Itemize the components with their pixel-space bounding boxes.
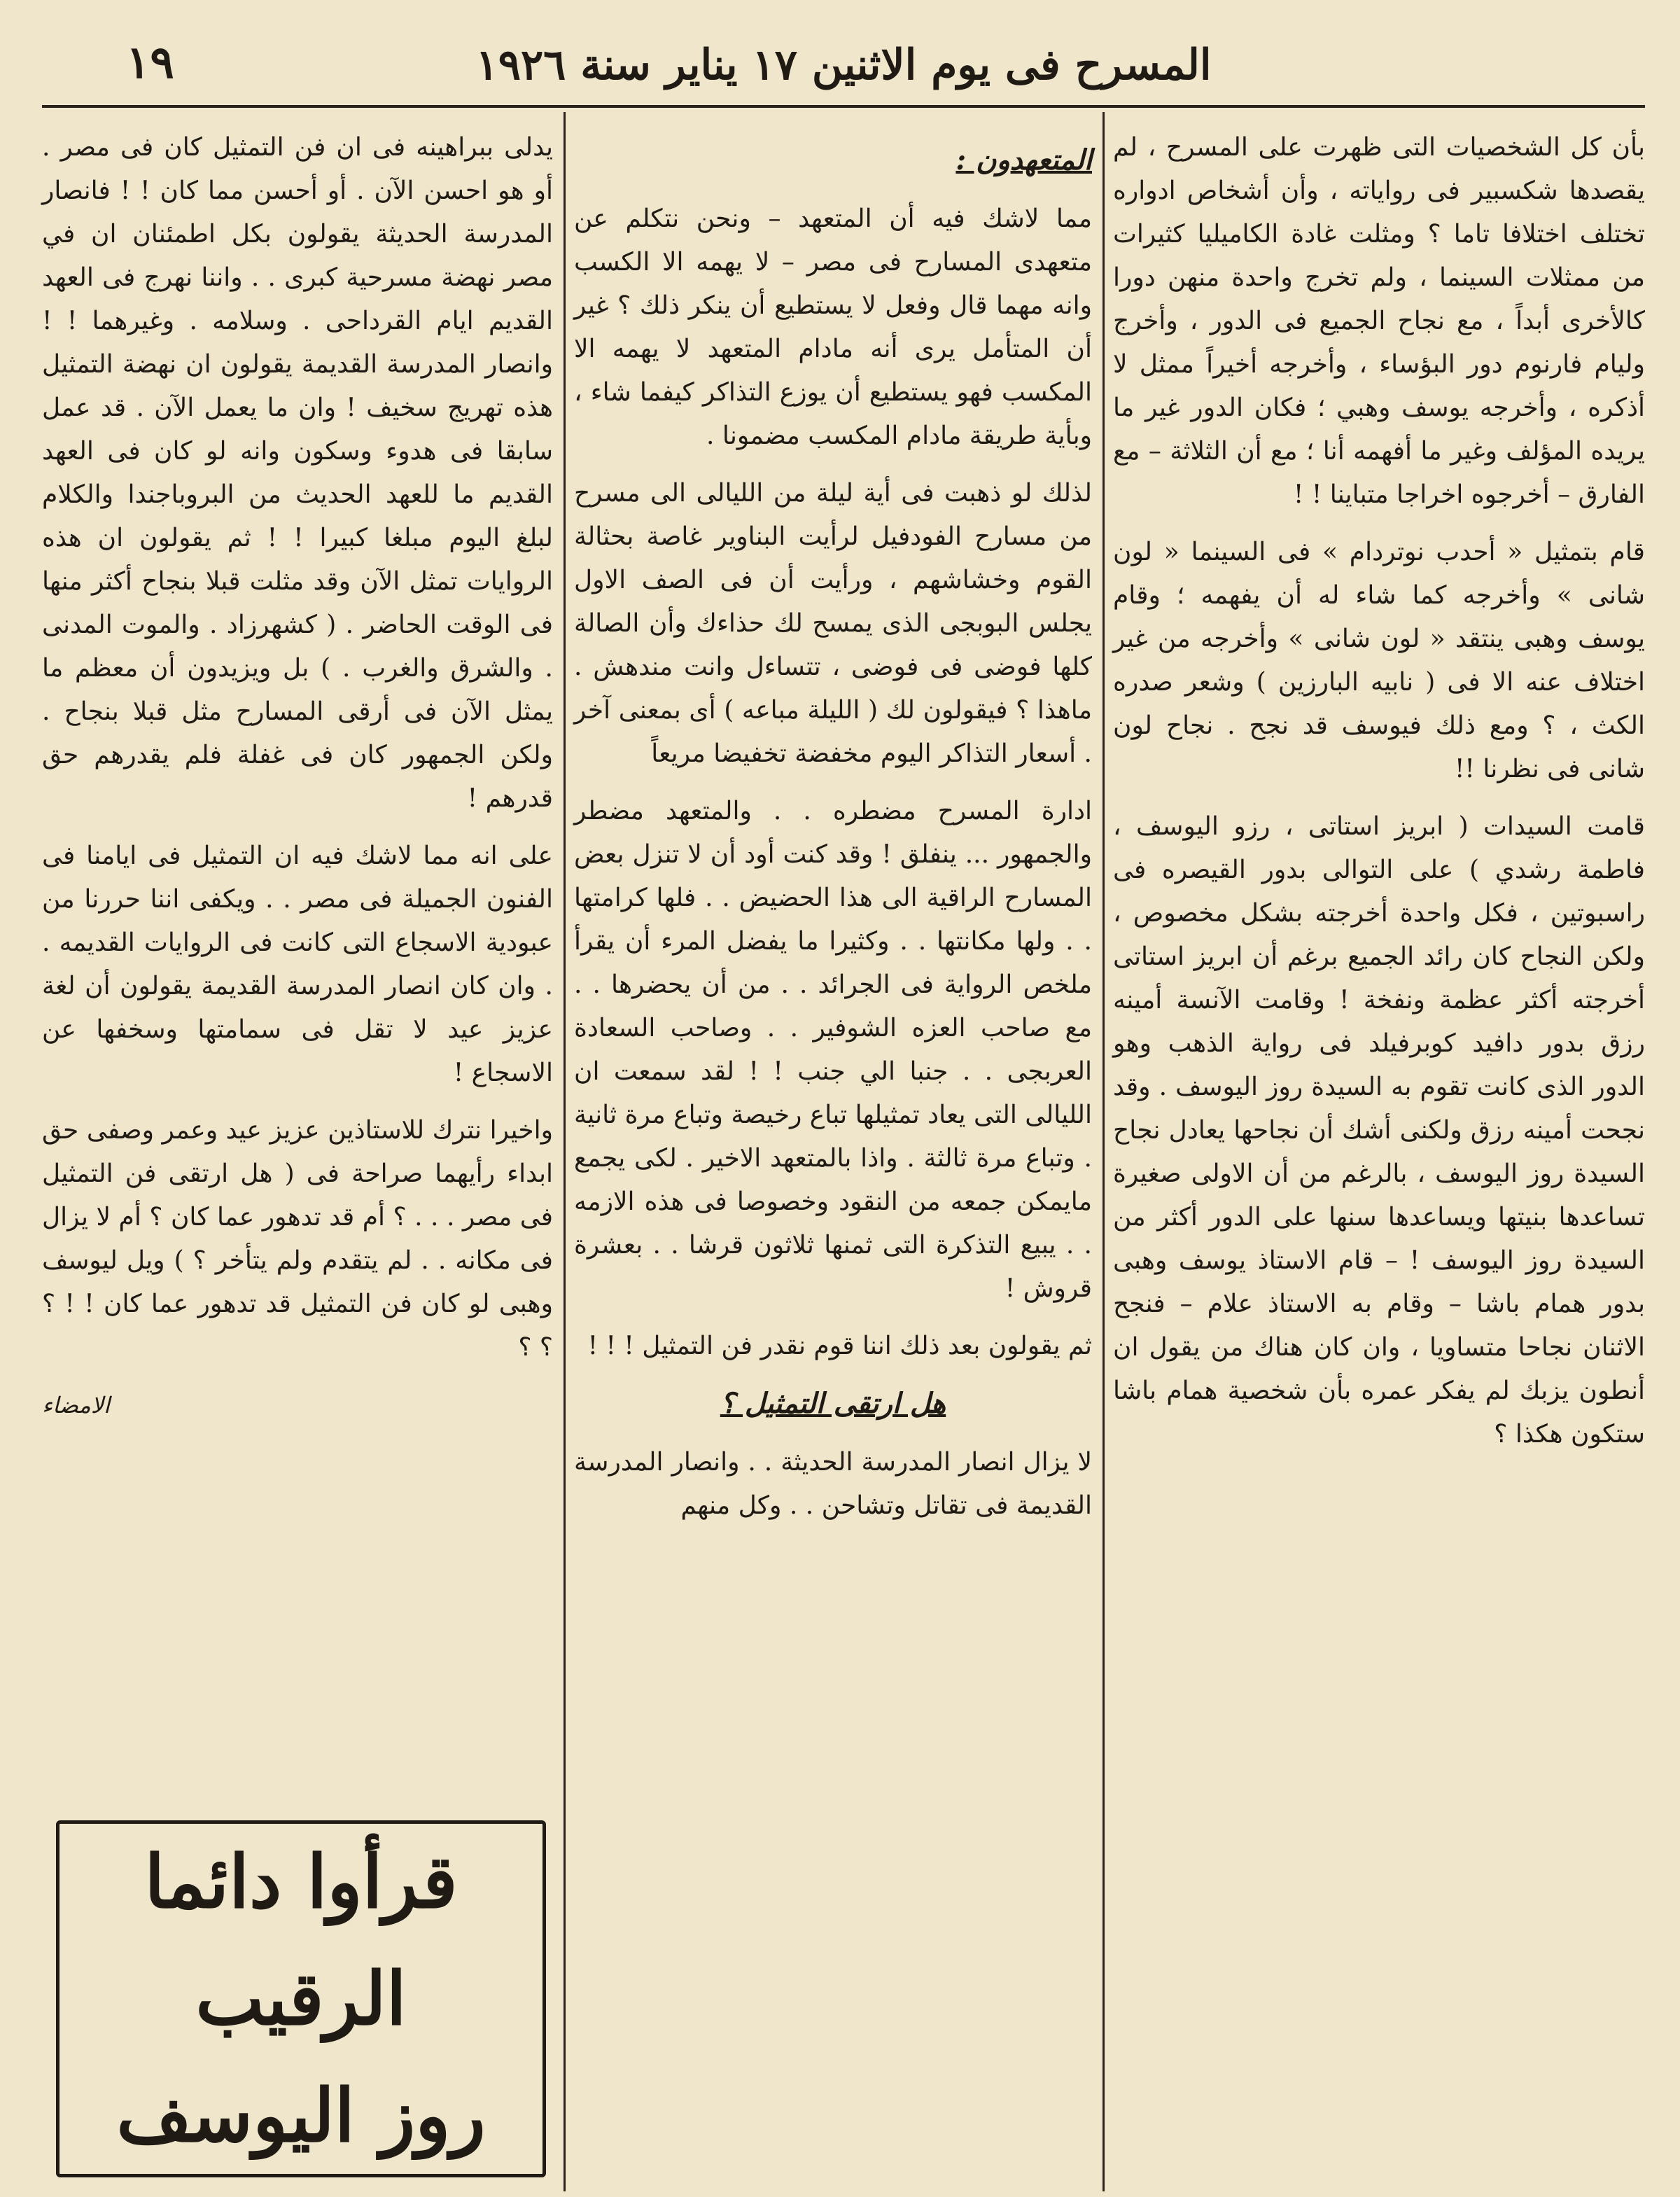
left-column — [42, 126, 553, 1427]
author-signature: الامضاء — [42, 1392, 110, 1418]
ad-line-alraqib: الرقيب — [195, 1955, 407, 2042]
left-paragraph-3: واخيرا نترك للاستاذين عزيز عيد وعمر وصفى حق ابداء رأيهما صراحة فى ( هل ارتقى فن التمثيل فى مصر . . . ؟ أم قد تدهور عما كان ؟ أم لا يزال فى مكانه . . لم يتقدم ولم يتأخر ؟ ) ويل ليوسف وهبى لو كان فن التمثيل قد تدهور عما كان ! ! ؟ ؟ ؟ — [42, 1116, 553, 1362]
column-divider-left — [564, 112, 566, 2191]
right-paragraph-1: بأن كل الشخصيات التى ظهرت على المسرح ، لم يقصدها شكسبير فى رواياته ، وأن أشخاص ادواره تختلف اختلافا تاما ؟ ومثلت غادة الكاميليا كثيرات من ممثلات السينما ، ولم تخرج واحدة منهن دورا كالأخرى أبداً ، مع نجاح الجميع فى الدور ، وأخرج وليام فارنوم دور البؤساء ، وأخرجه أخيراً ممثل لا أذكره ، وأخرجه يوسف وهبي ؛ فكان الدور غير ما يريده المؤلف وغير ما أفهمه أنا ؛ مع أن الثلاثة – مع الفارق – أخرجوه اخراجا متباينا ! ! — [1113, 133, 1645, 509]
right-paragraph-2: قام بتمثيل « أحدب نوتردام » فى السينما « لون شانى » وأخرجه كما شاء له أن يفهمه ؛ وقام يوسف وهبى ينتقد « لون شانى » وأخرجه من غير اختلاف عنه الا فى ( نابيه البارزين ) وشعر صدره الكث ، ؟ ومع ذلك فيوسف قد نجح . نجاح لون شانى فى نظرنا !! — [1113, 538, 1645, 783]
running-title: المسرح فى يوم الاثنين ١٧ يناير سنة ١٩٢٦ — [475, 41, 1212, 90]
right-column — [1113, 126, 1645, 1470]
middle-paragraph-4: ثم يقولون بعد ذلك اننا قوم نقدر فن التمثيل ! ! ! — [587, 1332, 1092, 1360]
advertisement-box — [56, 1820, 546, 2177]
section-heading-acting: هل ارتقى التمثيل ؟ — [720, 1387, 946, 1420]
ad-line-read-always: قرأوا دائما — [144, 1839, 458, 1925]
middle-paragraph-3: ادارة المسرح مضطره . . والمتعهد مضطر والجمهور ... ينفلق ! وقد كنت أود أن لا تنزل بعض المسارح الراقية الى هذا الحضيض . . فلها كرامتها . . ولها مكانتها . . وكثيرا ما يفضل المرء أن يقرأ ملخص الرواية فى الجرائد . . من أن يحضرها . . مع صاحب العزه الشوفير . . وصاحب السعادة العربجى . . جنبا الي جنب ! ! لقد سمعت ان الليالى التى يعاد تمثيلها تباع رخيصة وتباع مرة ثانية . وتباع مرة ثالثة . واذا بالمتعهد الاخير . لكى يجمع مايمكن جمعه من النقود وخصوصا فى هذه الازمه . . يبيع التذكرة التى ثمنها ثلاثون قرشا . . بعشرة قروش ! — [574, 797, 1092, 1303]
right-paragraph-3: قامت السيدات ( ابريز استاتى ، رزو اليوسف ، فاطمة رشدي ) على التوالى بدور القيصره فى راسبوتين ، فكل واحدة أخرجته بشكل مخصوص ، ولكن النجاح كان رائد الجميع برغم أن ابريز استاتى أخرجته أكثر عظمة ونفخة ! وقامت الآنسة أمينه رزق بدور دافيد كوبرفيلد فى رواية الذهب وهو الدور الذى كانت تقوم به السيدة روز اليوسف . وقد نجحت أمينه رزق ولكنى أشك أن نجاحها يعادل نجاح السيدة روز اليوسف ، بالرغم من أن الاولى صغيرة تساعدها بنيتها ويساعدها سنها على الدور أكثر من السيدة روز اليوسف ! – قام الاستاذ يوسف وهبى بدور همام باشا – وقام به الاستاذ علام – فنجح الاثنان نجاحا متساويا ، وان كان هناك من يقول ان أنطون يزبك لم يفكر عمره بأن شخصية همام باشا ستكون هكذا ؟ — [1113, 812, 1646, 1449]
ad-line-rose-alyoussef: روز اليوسف — [116, 2072, 486, 2158]
middle-closing-paragraph: لا يزال انصار المدرسة الحديثة . . وانصار المدرسة القديمة فى تقاتل وتشاحن . . وكل منهم — [574, 1448, 1092, 1520]
column-divider-right — [1102, 112, 1105, 2191]
middle-paragraph-1: مما لاشك فيه أن المتعهد – ونحن نتكلم عن متعهدى المسارح فى مصر – لا يهمه الا الكسب وانه مهما قال وفعل لا يستطيع أن ينكر ذلك ؟ غير أن المتأمل يرى أنه مادام المتعهد لا يهمه الا المكسب فهو يستطيع أن يوزع التذاكر كيفما شاء ، وبأية طريقة مادام المكسب مضمونا . — [574, 204, 1092, 450]
middle-column — [574, 126, 1092, 1542]
middle-paragraph-2: لذلك لو ذهبت فى أية ليلة من الليالى الى مسرح من مسارح الفودفيل لرأيت البناوير غاصة بحثالة القوم وخشاشهم ، ورأيت أن فى الصف الاول يجلس البوبجى الذى يمسح لك حذاءك وأن الصالة كلها فوضى فى فوضى ، تتساءل وانت مندهش . ماهذا ؟ فيقولون لك ( الليلة مباعه ) أى بمعنى آخر . أسعار التذاكر اليوم مخفضة تخفيضا مريعاً — [574, 479, 1093, 768]
section-heading-contractors: المتعهدون : — [955, 144, 1092, 176]
page-header — [42, 28, 1645, 108]
left-paragraph-2: على انه مما لاشك فيه ان التمثيل فى ايامنا فى الفنون الجميلة فى مصر . . ويكفى اننا حررنا من عبودية الاسجاع التى كانت فى الروايات القديمه . . وان كان انصار المدرسة القديمة يقولون أن لغة عزيز عيد لا تقل فى سمامتها وسخفها عن الاسجاع ! — [42, 842, 553, 1087]
page-number: ١٩ — [126, 36, 174, 89]
left-paragraph-1: يدلى ببراهينه فى ان فن التمثيل كان فى مصر . أو هو احسن الآن . أو أحسن مما كان ! ! فانصار المدرسة الحديثة يقولون بكل اطمئنان ان في مصر نهضة مسرحية كبرى . . واننا نهرج فى العهد القديم ايام القرداحى . وسلامه . وغيرهما ! ! وانصار المدرسة القديمة يقولون ان نهضة التمثيل هذه تهريج سخيف ! وان ما يعمل الآن . قد عمل سابقا فى هدوء وسكون وانه لو كان فى العهد القديم ما للعهد الحديث من البروباجندا والكلام لبلغ اليوم مبلغا كبيرا ! ! ثم يقولون ان هذه الروايات تمثل الآن وقد مثلت قبلا بنجاح أكثر منها فى الوقت الحاضر . ( كشهرزاد . والموت المدنى . والشرق والغرب . ) بل ويزيدون أن معظم ما يمثل الآن فى أرقى المسارح مثل قبلا بنجاح . ولكن الجمهور كان فى غفلة فلم يقدرهم حق قدرهم ! — [42, 133, 553, 813]
